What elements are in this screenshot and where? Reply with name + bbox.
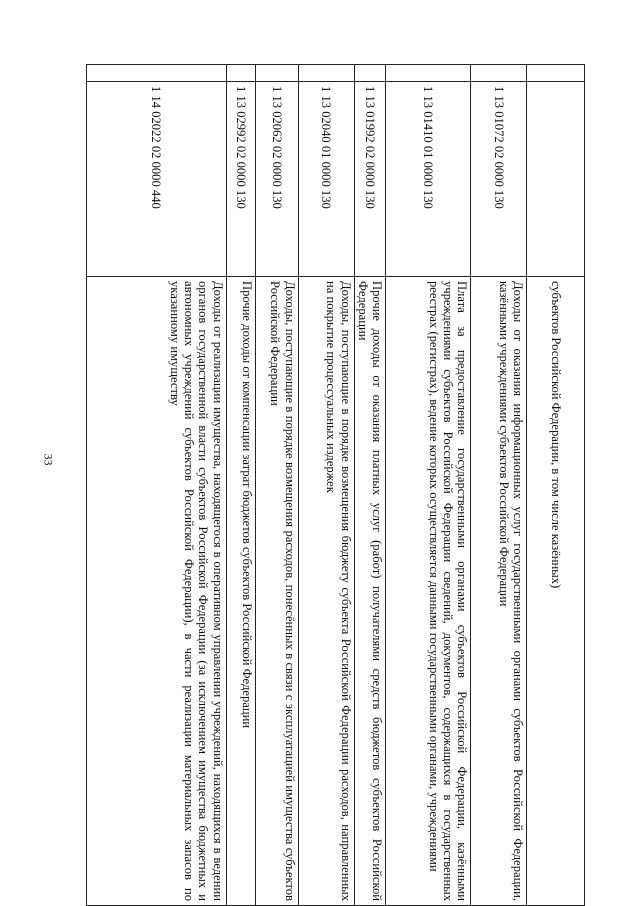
table-row [86,65,226,906]
table-row [255,65,298,906]
table-row [527,65,585,906]
code-cell: 1 13 01992 02 0000 130 [354,82,385,277]
empty-cell [86,65,226,82]
empty-cell [471,65,527,82]
code-cell [527,82,585,277]
description-cell: Прочие доходы от оказания платных услуг (работ) получателями средств бюджетов субъектов Российской Федерации [354,277,385,906]
table-row [386,65,471,906]
code-cell: 1 13 01072 02 0000 130 [471,82,527,277]
code-cell: 1 13 02062 02 0000 130 [255,82,298,277]
page-number: 33 [41,453,56,466]
description-cell: Доходы от реализации имущества, находящегося в оперативном управлении учреждений, находящихся в ведении органов государственной власти субъектов Российской Федерации (за исключением имущества бюджетных и автономных учреждений субъектов Российской Федерации), в части реализации материальных запасов по указанному имуществу [86,277,226,906]
code-cell: 1 13 02992 02 0000 130 [226,82,255,277]
empty-cell [354,65,385,82]
code-cell: 1 14 02022 02 0000 440 [86,82,226,277]
table-row [298,65,354,906]
empty-cell [226,65,255,82]
description-cell: Плата за предоставление государственными органами субъектов Российской Федерации, казёнными учреждениями субъектов Российской Федерации сведений, документов, содержащихся в государственных реестрах (регистрах), ведение которых осуществляется данными государственными органами, учреждениями [386,277,471,906]
table-row [226,65,255,906]
table-row [354,65,385,906]
description-cell: Прочие доходы от компенсации затрат бюджетов субъектов Российской Федерации [226,277,255,906]
code-cell: 1 13 02040 01 0000 130 [298,82,354,277]
empty-cell [255,65,298,82]
description-cell: субъектов Российской Федерации, в том числе казённых) [527,277,585,906]
revenue-codes-table [86,64,585,906]
description-cell: Доходы, поступающие в порядке возмещения расходов, понесённых в связи с эксплуатацией имущества субъектов Российской Федерации [255,277,298,906]
description-cell: Доходы от оказания информационных услуг государственными органами субъектов Российской Федерации, казёнными учреждениями субъектов Российской Федерации [471,277,527,906]
empty-cell [527,65,585,82]
rotated-table-wrapper [88,64,585,906]
description-cell: Доходы, поступающие в порядке возмещения бюджету субъекта Российской Федерации расходов, направленных на покрытие процессуальных издержек [298,277,354,906]
table-row [471,65,527,906]
empty-cell [298,65,354,82]
code-cell: 1 13 01410 01 0000 130 [386,82,471,277]
empty-cell [386,65,471,82]
